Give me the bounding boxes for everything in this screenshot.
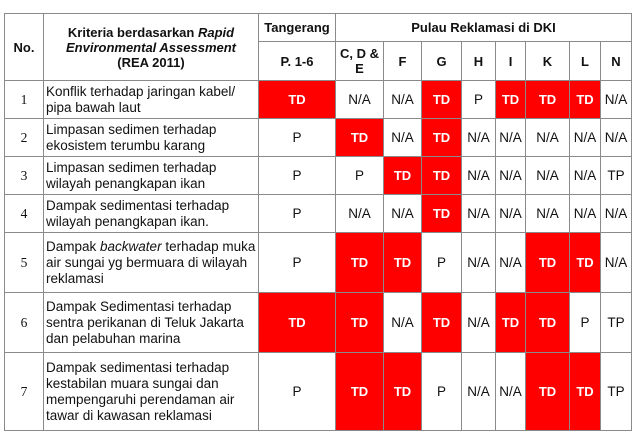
criteria-text <box>44 233 259 293</box>
value-cell: N/A <box>526 119 570 157</box>
value-cell: P <box>259 157 336 195</box>
value-cell: N/A <box>384 81 422 119</box>
header-criteria-prefix: Kriteria berdasarkan <box>67 24 198 40</box>
value-cell: N/A <box>384 119 422 157</box>
value-cell: TD <box>336 353 384 431</box>
value-cell: TD <box>570 353 601 431</box>
value-cell: TD <box>496 293 526 353</box>
criteria-text: Dampak sedimentasi terhadap wilayah penangkapan ikan. <box>44 195 259 233</box>
value-cell: TD <box>422 293 462 353</box>
row-number: 2 <box>5 119 44 157</box>
value-cell: TD <box>384 233 422 293</box>
row-number: 6 <box>5 293 44 353</box>
value-cell: N/A <box>570 119 601 157</box>
value-cell: TD <box>570 233 601 293</box>
value-cell: P <box>336 157 384 195</box>
value-cell: TP <box>601 293 632 353</box>
row-number: 5 <box>5 233 44 293</box>
criteria-prefix: Dampak <box>46 238 101 254</box>
rea-criteria-table <box>4 13 632 431</box>
row-number: 1 <box>5 81 44 119</box>
criteria-text: Limpasan sedimen terhadap wilayah penangkapan ikan <box>44 157 259 195</box>
value-cell: TD <box>336 119 384 157</box>
criteria-text: Dampak sedimentasi terhadap kestabilan muara sungai dan mempengaruhi perendaman air tawar di kawasan reklamasi <box>44 353 259 431</box>
table-row <box>5 195 632 233</box>
value-cell: N/A <box>384 293 422 353</box>
value-cell: N/A <box>462 119 496 157</box>
value-cell: N/A <box>496 119 526 157</box>
value-cell: TD <box>570 81 601 119</box>
row-number: 3 <box>5 157 44 195</box>
value-cell: TD <box>496 81 526 119</box>
value-cell: TD <box>526 293 570 353</box>
value-cell: TD <box>422 119 462 157</box>
subheader-n: N <box>601 42 632 81</box>
subheader-h: H <box>462 42 496 81</box>
table-row <box>5 353 632 431</box>
value-cell: P <box>259 233 336 293</box>
table-row <box>5 233 632 293</box>
header-criteria-suffix: (REA 2011) <box>117 54 185 70</box>
criteria-text: Konflik terhadap jaringan kabel/ pipa bawah laut <box>44 81 259 119</box>
subheader-k: K <box>526 42 570 81</box>
criteria-text: Dampak Sedimentasi terhadap sentra perikanan di Teluk Jakarta dan pelabuhan marina <box>44 293 259 353</box>
row-number: 4 <box>5 195 44 233</box>
header-dki: Pulau Reklamasi di DKI <box>336 14 632 42</box>
value-cell: N/A <box>526 195 570 233</box>
subheader-i: I <box>496 42 526 81</box>
value-cell: N/A <box>384 195 422 233</box>
value-cell: N/A <box>462 353 496 431</box>
value-cell: TP <box>601 353 632 431</box>
value-cell: TD <box>336 233 384 293</box>
value-cell: N/A <box>462 233 496 293</box>
value-cell: P <box>259 353 336 431</box>
subheader-l: L <box>570 42 601 81</box>
header-criteria-italic-2: Environmental Assessment <box>65 39 237 55</box>
value-cell: P <box>570 293 601 353</box>
value-cell: P <box>422 233 462 293</box>
value-cell: P <box>422 353 462 431</box>
value-cell: TP <box>601 157 632 195</box>
header-criteria-italic-1: Rapid <box>197 24 235 40</box>
value-cell: N/A <box>496 195 526 233</box>
value-cell: N/A <box>526 157 570 195</box>
value-cell: TD <box>422 157 462 195</box>
value-cell: N/A <box>496 157 526 195</box>
value-cell: N/A <box>336 81 384 119</box>
value-cell: N/A <box>462 293 496 353</box>
table-row <box>5 119 632 157</box>
value-cell: TD <box>384 353 422 431</box>
row-number: 7 <box>5 353 44 431</box>
value-cell: TD <box>526 233 570 293</box>
table-row <box>5 157 632 195</box>
value-cell: TD <box>336 293 384 353</box>
subheader-f: F <box>384 42 422 81</box>
header-no: No. <box>5 14 44 81</box>
value-cell: N/A <box>570 195 601 233</box>
value-cell: N/A <box>570 157 601 195</box>
value-cell: N/A <box>336 195 384 233</box>
subheader-p1-6: P. 1-6 <box>259 42 336 81</box>
value-cell: TD <box>526 81 570 119</box>
header-criteria <box>44 14 259 81</box>
value-cell: N/A <box>496 353 526 431</box>
value-cell: N/A <box>601 195 632 233</box>
value-cell: TD <box>384 157 422 195</box>
value-cell: TD <box>259 81 336 119</box>
subheader-g: G <box>422 42 462 81</box>
value-cell: N/A <box>601 81 632 119</box>
value-cell: N/A <box>462 195 496 233</box>
value-cell: P <box>259 119 336 157</box>
value-cell: TD <box>526 353 570 431</box>
value-cell: TD <box>422 195 462 233</box>
value-cell: TD <box>259 293 336 353</box>
value-cell: TD <box>422 81 462 119</box>
value-cell: P <box>259 195 336 233</box>
criteria-italic: backwater <box>100 238 162 254</box>
header-tangerang: Tangerang <box>259 14 336 42</box>
value-cell: N/A <box>462 157 496 195</box>
value-cell: N/A <box>601 119 632 157</box>
value-cell: N/A <box>601 233 632 293</box>
table-row <box>5 81 632 119</box>
value-cell: N/A <box>496 233 526 293</box>
subheader-cde: C, D & E <box>336 42 384 81</box>
table-row <box>5 293 632 353</box>
criteria-text: Limpasan sedimen terhadap ekosistem terumbu karang <box>44 119 259 157</box>
criteria-suffix: terhadap muka air sungai yg bermuara di wilayah reklamasi <box>46 238 256 286</box>
value-cell: P <box>462 81 496 119</box>
